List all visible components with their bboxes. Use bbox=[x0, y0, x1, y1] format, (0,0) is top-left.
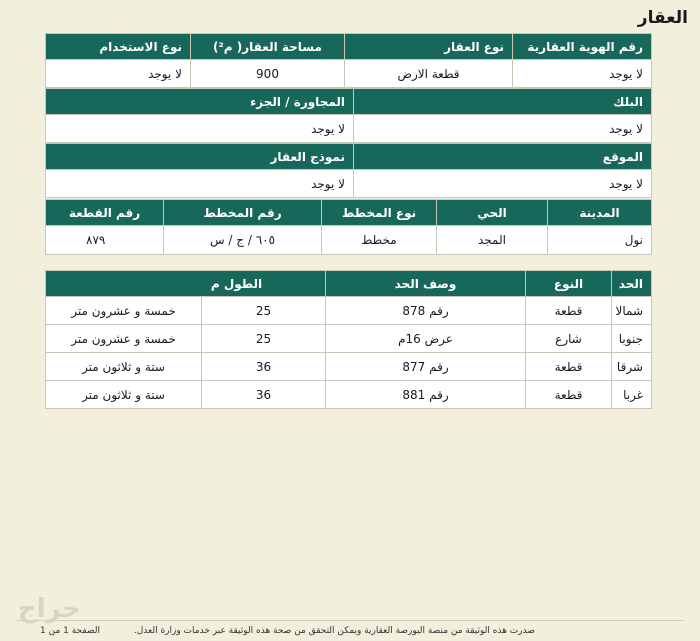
value-usage-type: لا يوجد bbox=[46, 60, 191, 88]
header-property-model: نموذج العقار bbox=[46, 144, 354, 170]
boundaries-table bbox=[45, 270, 652, 409]
header-property-type: نوع العقار bbox=[345, 34, 513, 60]
header-plan-type: نوع المخطط bbox=[322, 200, 437, 226]
boundary-length: 36 bbox=[202, 381, 326, 409]
header-property-id: رقم الهوية العقارية bbox=[513, 34, 652, 60]
table-row bbox=[46, 297, 652, 325]
page-number: الصفحة 1 من 1 bbox=[40, 626, 100, 636]
value-location: لا يوجد bbox=[354, 170, 652, 198]
header-city: المدينة bbox=[548, 200, 652, 226]
value-plan-number: ٦٠٥ / ج / س bbox=[164, 226, 322, 255]
header-location: الموقع bbox=[354, 144, 652, 170]
boundary-length: 25 bbox=[202, 297, 326, 325]
value-property-type: قطعة الارض bbox=[345, 60, 513, 88]
boundary-type: قطعة bbox=[526, 297, 612, 325]
header-boundary-desc: وصف الحد bbox=[326, 271, 526, 297]
boundary-side: غربا bbox=[612, 381, 652, 409]
header-plot-number: رقم القطعة bbox=[46, 200, 164, 226]
value-property-model: لا يوجد bbox=[46, 170, 354, 198]
watermark-logo: حراج bbox=[18, 594, 81, 624]
value-plot-number: ٨٧٩ bbox=[46, 226, 164, 255]
header-block: البلك bbox=[354, 89, 652, 115]
table-row bbox=[46, 381, 652, 409]
location-table bbox=[45, 143, 652, 198]
header-boundary-length: الطول م bbox=[46, 271, 326, 297]
boundary-type: قطعة bbox=[526, 353, 612, 381]
table-row bbox=[46, 353, 652, 381]
boundary-length-text: ستة و ثلاثون متر bbox=[46, 353, 202, 381]
table-row bbox=[46, 325, 652, 353]
boundary-side: شرقا bbox=[612, 353, 652, 381]
value-block: لا يوجد bbox=[354, 115, 652, 143]
boundary-desc: رقم 878 bbox=[326, 297, 526, 325]
value-district: المجد bbox=[437, 226, 548, 255]
boundary-length: 36 bbox=[202, 353, 326, 381]
header-usage-type: نوع الاستخدام bbox=[46, 34, 191, 60]
value-neighborhood-part: لا يوجد bbox=[46, 115, 354, 143]
boundary-type: قطعة bbox=[526, 381, 612, 409]
block-table bbox=[45, 88, 652, 143]
footer-divider bbox=[16, 620, 684, 621]
boundary-length-text: خمسة و عشرون متر bbox=[46, 325, 202, 353]
value-property-id: لا يوجد bbox=[513, 60, 652, 88]
header-boundary-side: الحد bbox=[612, 271, 652, 297]
boundary-desc: رقم 877 bbox=[326, 353, 526, 381]
property-info-table bbox=[45, 33, 652, 88]
boundary-length: 25 bbox=[202, 325, 326, 353]
boundary-side: جنوبا bbox=[612, 325, 652, 353]
value-property-area: 900 bbox=[191, 60, 345, 88]
boundary-desc: عرض 16م bbox=[326, 325, 526, 353]
header-plan-number: رقم المخطط bbox=[164, 200, 322, 226]
boundary-length-text: خمسة و عشرون متر bbox=[46, 297, 202, 325]
boundary-type: شارع bbox=[526, 325, 612, 353]
header-district: الحي bbox=[437, 200, 548, 226]
footer-note: صدرت هذه الوثيقة من منصة البورصة العقارية ويمكن التحقق من صحة هذه الوثيقة عبر خدمات وزارة العدل. bbox=[133, 626, 535, 636]
header-property-area: مساحة العقار( م²) bbox=[191, 34, 345, 60]
value-plan-type: مخطط bbox=[322, 226, 437, 255]
page-title: العقار bbox=[637, 8, 688, 28]
boundary-desc: رقم 881 bbox=[326, 381, 526, 409]
value-city: نول bbox=[548, 226, 652, 255]
header-boundary-type: النوع bbox=[526, 271, 612, 297]
boundary-side: شمالا bbox=[612, 297, 652, 325]
boundary-length-text: ستة و ثلاثون متر bbox=[46, 381, 202, 409]
header-neighborhood-part: المجاورة / الجزء bbox=[46, 89, 354, 115]
plan-table bbox=[45, 199, 652, 255]
